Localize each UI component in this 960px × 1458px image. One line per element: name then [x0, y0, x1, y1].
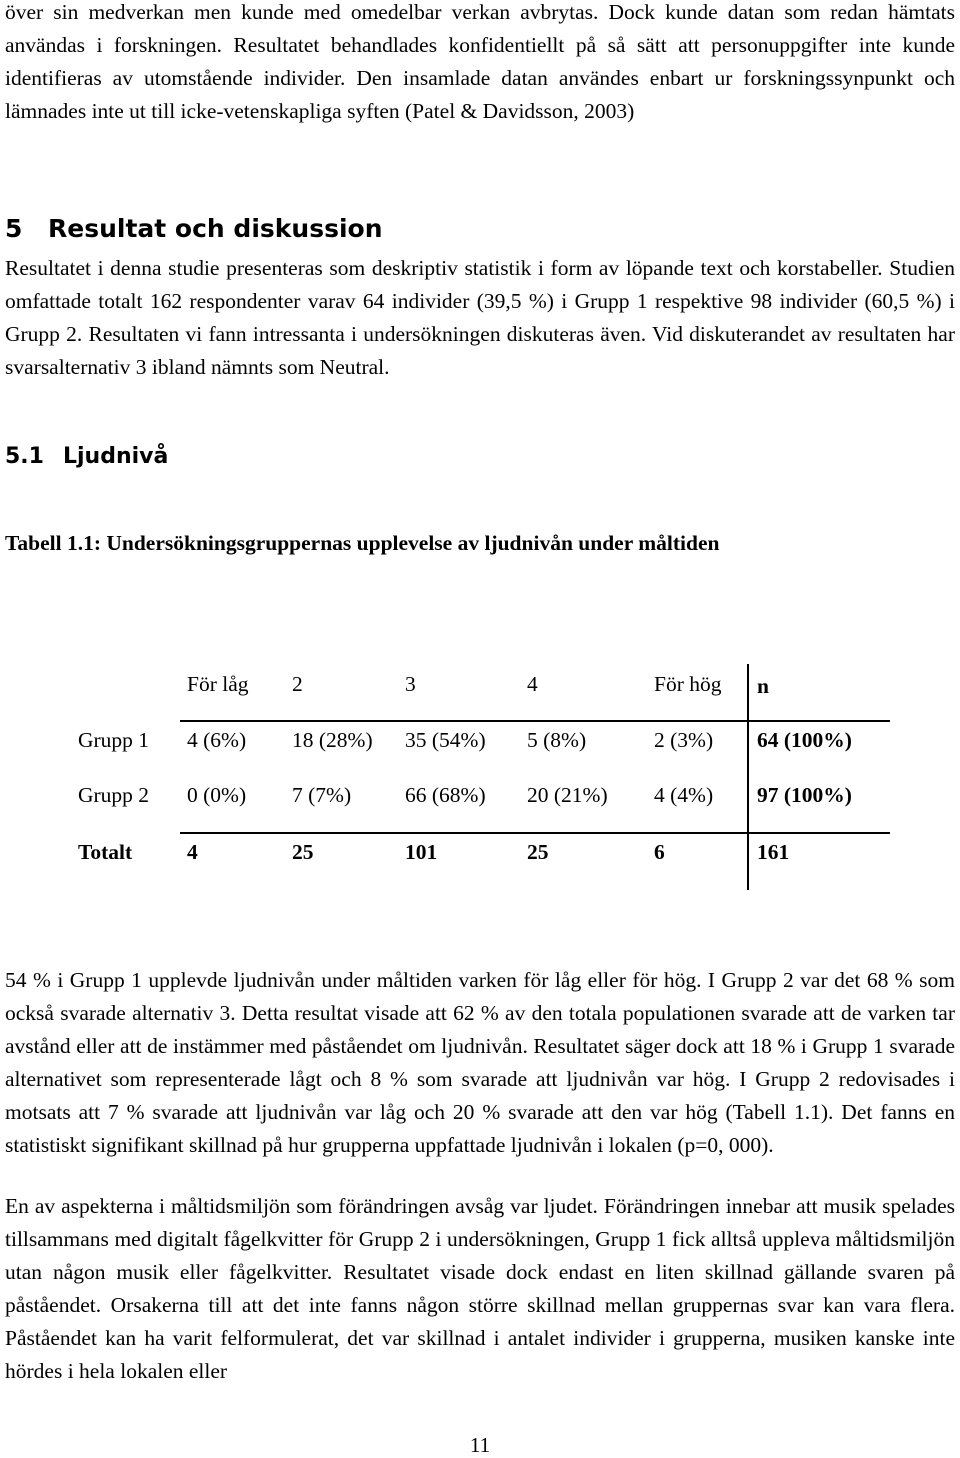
table-cell: 35 (54%) [405, 728, 486, 752]
page-number: 11 [469, 1433, 491, 1457]
table-rule-top [180, 720, 890, 722]
table-caption: Tabell 1.1: Undersökningsgruppernas upplevelse av ljudnivån under måltiden [5, 531, 720, 555]
section-5-paragraph: Resultatet i denna studie presenteras som deskriptiv statistik i form av löpande text och korstabeller. Studien omfattade totalt 162 respondenter varav 64 individer (39,5 %) i Grupp 1 respektive 98 individer (60,5 %) i Grupp 2. Resultaten vi fann intressanta i undersökningen diskuteras även. Vid diskuterandet av resultaten har svarsalternativ 3 ibland nämnts som Neutral. [5, 256, 955, 379]
table-header-cell: 2 [292, 672, 303, 696]
table-row-label: Grupp 2 [78, 783, 150, 807]
table-row-label: Totalt [78, 840, 133, 864]
table-cell: 66 (68%) [405, 783, 486, 807]
table-row-label: Grupp 1 [78, 728, 150, 752]
table-cell: 20 (21%) [527, 783, 608, 807]
section-heading-5 [5, 214, 383, 243]
table-cell: 18 (28%) [292, 728, 373, 752]
table-header-cell: För låg [187, 672, 249, 696]
table-cell: 6 [654, 840, 665, 864]
table-rule-middle [180, 832, 890, 834]
subsection-number: 5.1 [5, 444, 44, 469]
table-cell: 5 (8%) [527, 728, 587, 752]
table-cell: 2 (3%) [654, 728, 714, 752]
table-rule-vertical [747, 664, 749, 890]
table-cell: 4 [187, 840, 198, 864]
section-number: 5 [5, 214, 23, 243]
table-cell: 161 [757, 840, 790, 864]
results-table [0, 660, 960, 900]
table-cell: 0 (0%) [187, 783, 247, 807]
table-header-cell: n [757, 674, 769, 698]
table-cell: 101 [405, 840, 438, 864]
table-cell: 64 (100%) [757, 728, 852, 752]
subsection-title: Ljudnivå [63, 444, 169, 469]
table-cell: 4 (4%) [654, 783, 714, 807]
table-cell: 4 (6%) [187, 728, 247, 752]
intro-paragraph: över sin medverkan men kunde med omedelbar verkan avbrytas. Dock kunde datan som redan hämtats användas i forskningen. Resultatet behandlades konfidentiellt på så sätt att personuppgifter inte kunde identifieras av utomstående individer. Den insamlade datan användes enbart ur forskningssynpunkt och lämnades inte ut till icke-vetenskapliga syften (Patel & Davidsson, 2003) [5, 0, 955, 123]
section-title: Resultat och diskussion [48, 214, 383, 243]
subsection-heading-5-1 [5, 444, 168, 469]
table-cell: 25 [527, 840, 549, 864]
table-cell: 7 (7%) [292, 783, 352, 807]
table-cell: 97 (100%) [757, 783, 852, 807]
table-header-cell: 4 [527, 672, 538, 696]
table-cell: 25 [292, 840, 314, 864]
results-paragraph-1: 54 % i Grupp 1 upplevde ljudnivån under måltiden varken för låg eller för hög. I Grupp 2 var det 68 % som också svarade alternativ 3. Detta resultat visade att 62 % av den totala populationen svarade att de varken tar avstånd eller att de instämmer med påståendet om ljudnivån. Resultatet säger dock att 18 % i Grupp 1 svarade alternativet som representerade lågt och 8 % som svarade att ljudnivån var hög. I Grupp 2 redovisades i motsats att 7 % svarade att ljudnivån var låg och 20 % svarade att den var hög (Tabell 1.1). Det fanns en statistiskt signifikant skillnad på hur grupperna uppfattade ljudnivån i lokalen (p=0, 000). [5, 968, 955, 1157]
results-paragraph-2: En av aspekterna i måltidsmiljön som förändringen avsåg var ljudet. Förändringen innebar att musik spelades tillsammans med digitalt fågelkvitter för Grupp 2 i undersökningen, Grupp 1 fick alltså uppleva måltidsmiljön utan någon musik eller fågelkvitter. Resultatet visade dock endast en liten skillnad gällande svaren på påståendet. Orsakerna till att det inte fanns någon större skillnad mellan gruppernas svar kan vara flera. Påståendet kan ha varit felformulerat, det var skillnad i antalet individer i grupperna, musiken kanske inte hördes i hela lokalen eller [5, 1194, 955, 1383]
table-header-cell: För hög [654, 672, 722, 696]
table-header-cell: 3 [405, 672, 416, 696]
